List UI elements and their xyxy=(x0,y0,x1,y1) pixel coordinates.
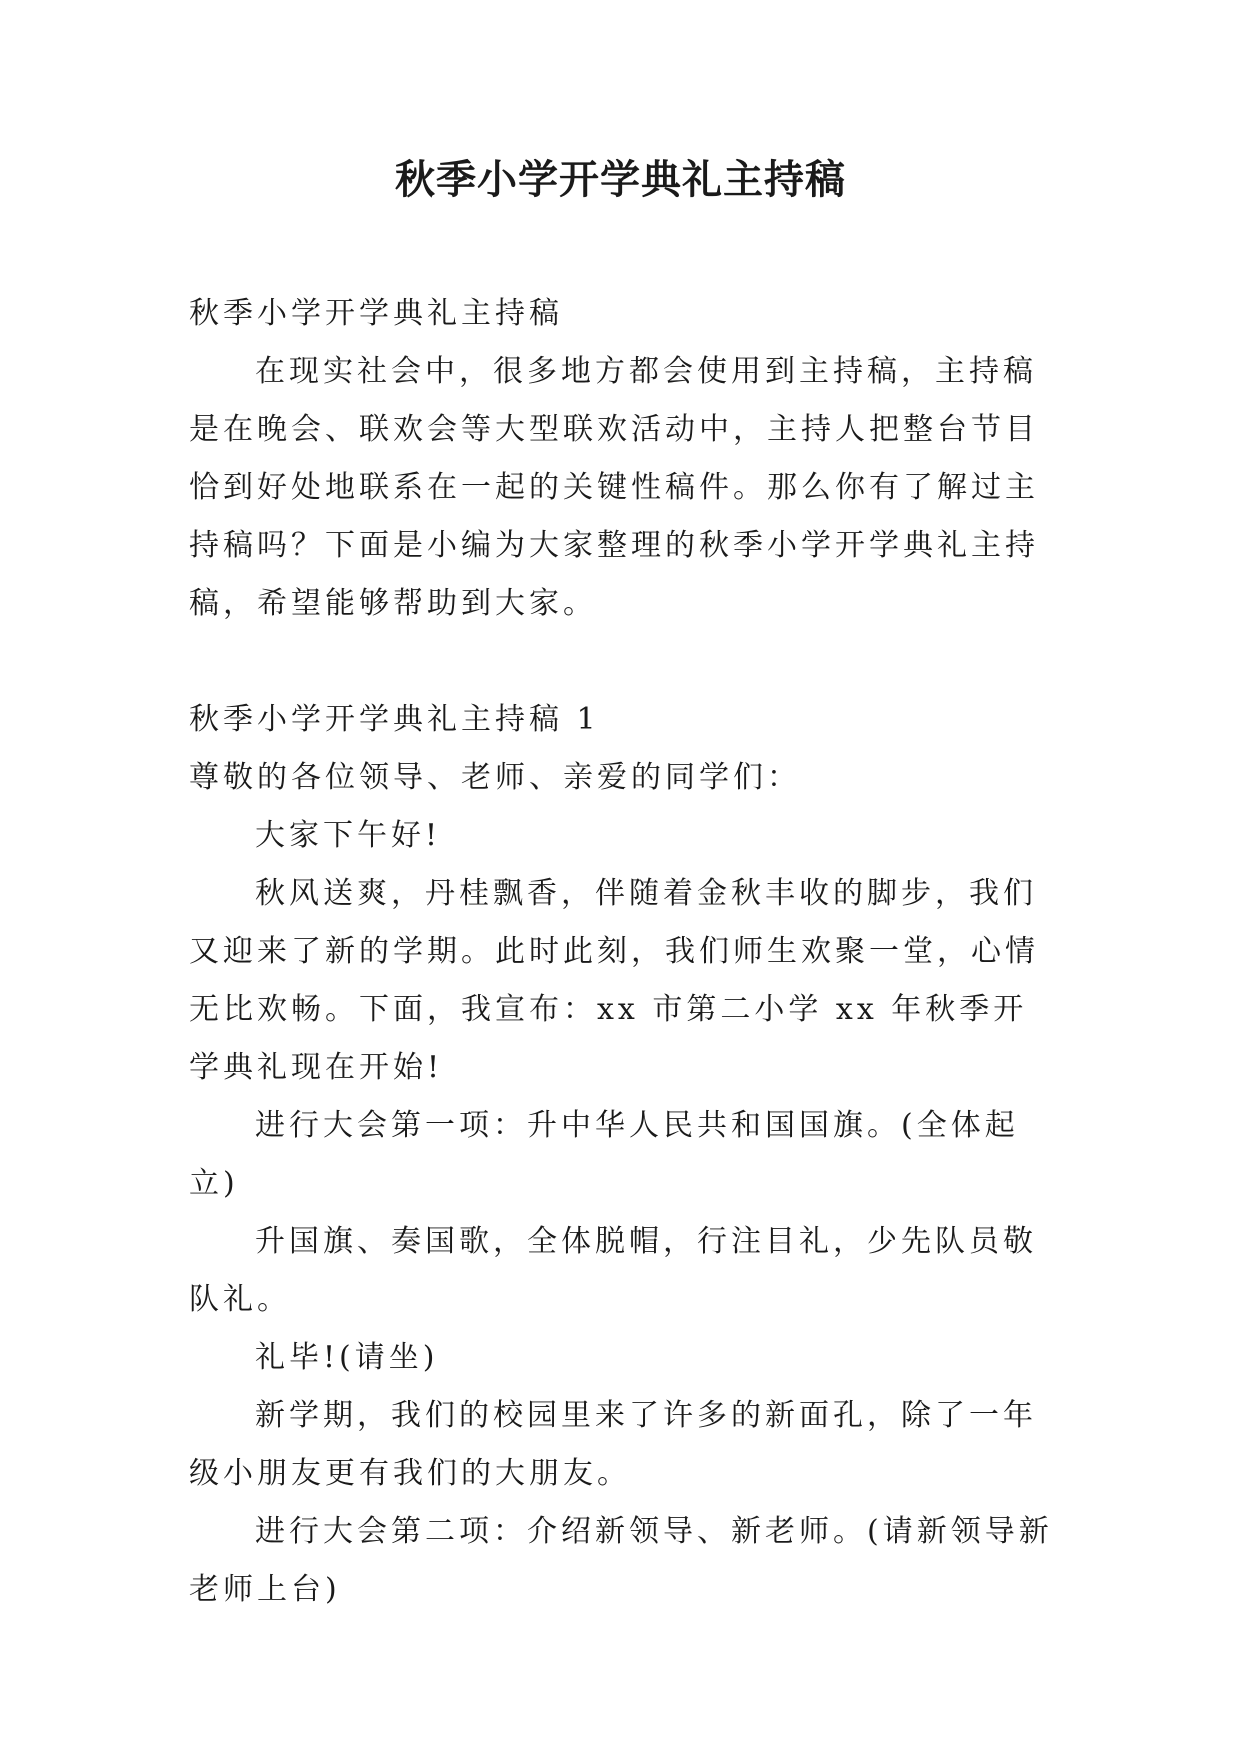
salutation: 尊敬的各位领导、老师、亲爱的同学们： xyxy=(189,760,801,795)
intro-heading: 秋季小学开学典礼主持稿 xyxy=(189,296,563,331)
new-semester-paragraph: 新学期，我们的校园里来了许多的新面孔，除了一年级小朋友更有我们的大朋友。 xyxy=(189,1398,1037,1491)
section-spacer xyxy=(189,633,1059,691)
agenda-item-1: 进行大会第一项：升中华人民共和国国旗。(全体起立) xyxy=(189,1108,1019,1201)
ceremony-end: 礼毕!(请坐) xyxy=(255,1340,439,1375)
intro-paragraph: 在现实社会中，很多地方都会使用到主持稿，主持稿是在晚会、联欢会等大型联欢活动中，主持人把整台节目恰到好处地联系在一起的关键性稿件。那么你有了解过主持稿吗？下面是小编为大家整理的秋季小学开学典礼主持稿，希望能够帮助到大家。 xyxy=(189,354,1039,621)
document-body xyxy=(189,285,1059,1619)
document-title: 秋季小学开学典礼主持稿 xyxy=(395,156,846,203)
agenda-item-2: 进行大会第二项：介绍新领导、新老师。(请新领导新老师上台) xyxy=(189,1514,1053,1607)
section-heading: 秋季小学开学典礼主持稿 1 xyxy=(189,702,600,737)
flag-ceremony-paragraph: 升国旗、奏国歌，全体脱帽，行注目礼，少先队员敬队礼。 xyxy=(189,1224,1037,1317)
greeting: 大家下午好! xyxy=(255,818,442,853)
opening-paragraph: 秋风送爽，丹桂飘香，伴随着金秋丰收的脚步，我们又迎来了新的学期。此时此刻，我们师生欢聚一堂，心情无比欢畅。下面，我宣布：xx 市第二小学 xx 年秋季开学典礼现在开始! xyxy=(189,876,1039,1085)
